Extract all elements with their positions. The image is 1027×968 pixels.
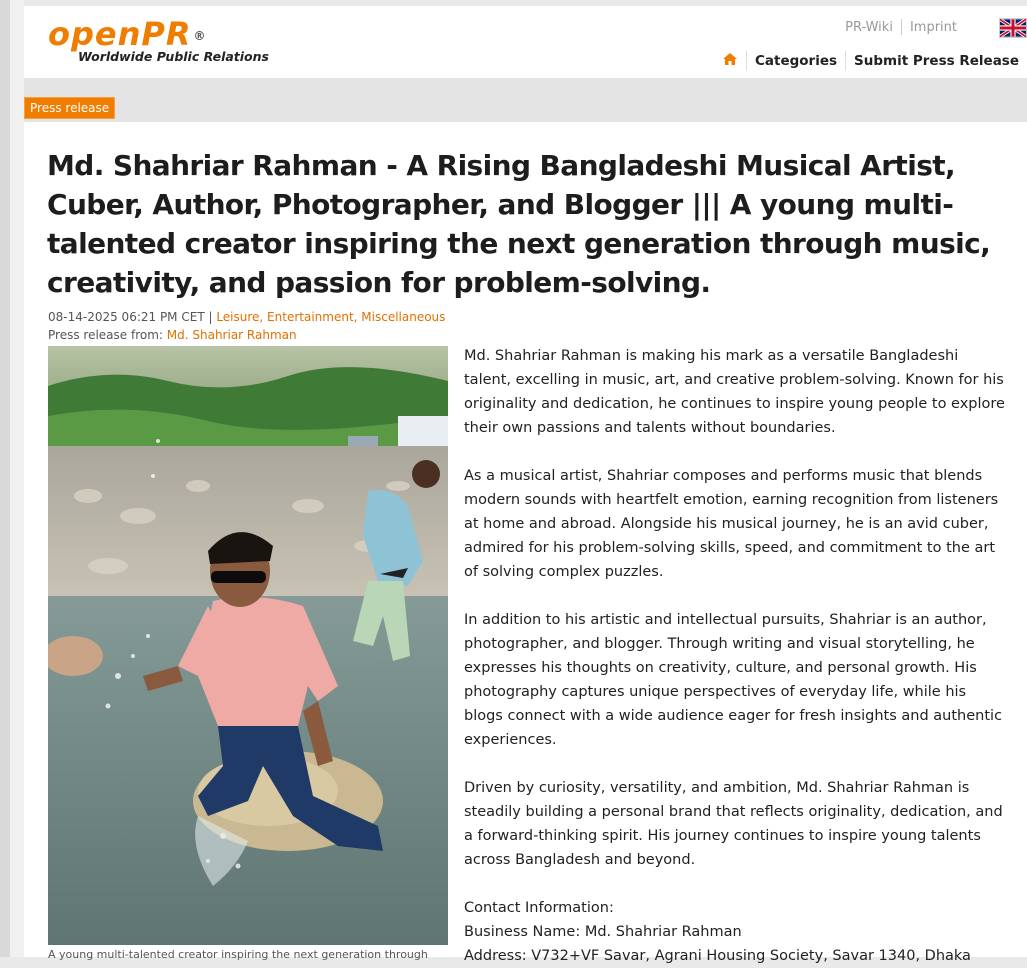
paragraph: In addition to his artistic and intellectual pursuits, Shahriar is an author, photographer, and blogger. Through writing and visual storytelling, he expresses his thoughts on creativity, culture, and personal growth. His photography captures unique perspectives of everyday life, while his blogs connect with a wide audience eager for fresh insights and authentic experiences. [464,612,1003,748]
from-label: Press release from: [48,328,163,342]
page [24,6,1027,964]
paragraph: As a musical artist, Shahriar composes and performs music that blends modern sounds with heartfelt emotion, earning recognition from listeners at home and abroad. Alongside his musical journey, he is an avid cuber, admired for his problem-solving skills, speed, and commitment to the art of solving complex puzzles. [464,468,999,580]
paragraph: Driven by curiosity, versatility, and ambition, Md. Shahriar Rahman is steadily building a personal brand that reflects originality, dedication, and a forward-thinking spirit. His journey continues to inspire young talents across Bangladesh and beyond. [464,780,1003,868]
contact-info [464,896,1009,968]
publish-date: 08-14-2025 06:21 PM CET [48,310,205,324]
link-pr-wiki[interactable]: PR-Wiki [845,19,893,35]
contact-address: Address: V732+VF Savar, Agrani Housing Society, Savar 1340, Dhaka [464,948,971,964]
browser-left-edge [0,0,10,957]
page-left-margin [10,0,24,957]
top-links [837,19,965,35]
contact-heading: Contact Information: [464,900,614,916]
from-author-link[interactable]: Md. Shahriar Rahman [166,328,297,342]
home-icon[interactable] [714,51,746,71]
site-header [24,6,1027,78]
sub-header-bar [24,78,1027,122]
openpr-logo[interactable] [48,16,206,52]
nav-submit-press-release[interactable]: Submit Press Release [845,51,1027,71]
article-body [464,344,1009,968]
press-release-from [48,326,297,344]
logo-tagline: Worldwide Public Relations [78,49,269,64]
logo-text: openPR [48,15,192,53]
main-nav [714,50,1027,72]
uk-flag-icon[interactable] [999,18,1027,38]
category-links[interactable]: Leisure, Entertainment, Miscellaneous [216,310,446,324]
press-release-badge: Press release [24,97,115,119]
article-photo[interactable] [48,346,448,945]
photo-caption: A young multi-talented creator inspiring the next generation through [48,948,428,961]
paragraph: Md. Shahriar Rahman is making his mark as a versatile Bangladeshi talent, excelling in music, art, and creative problem-solving. Known for his originality and dedication, he continues to inspire young people to explore their own passions and talents without boundaries. [464,348,1005,436]
contact-business: Business Name: Md. Shahriar Rahman [464,924,742,940]
link-imprint[interactable]: Imprint [909,19,957,35]
nav-categories[interactable]: Categories [746,51,845,71]
article-meta: 08-14-2025 06:21 PM CET | Leisure, Entertainment, Miscellaneous [48,310,446,324]
article-title: Md. Shahriar Rahman - A Rising Bangladeshi Musical Artist, Cuber, Author, Photographer, and Blogger ||| A young multi-talented creator inspiring the next generation through music, creativity, and passion for problem-solving. [47,149,991,299]
registered-mark: ® [193,29,207,43]
